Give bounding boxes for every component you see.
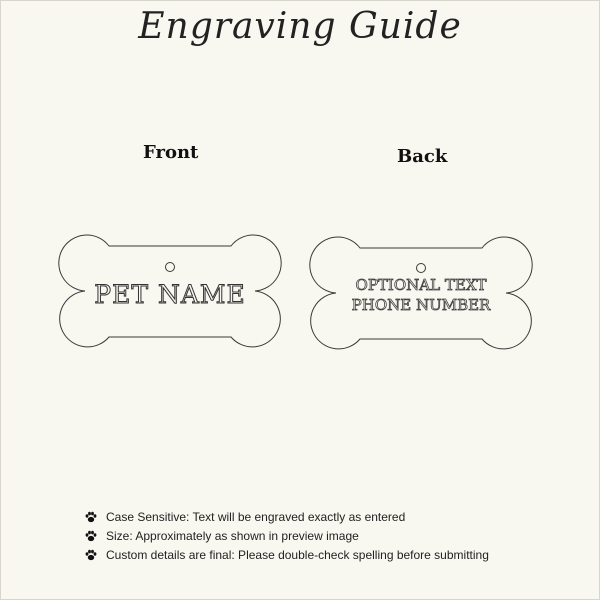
note-text: Size: Approximately as shown in preview image [106, 528, 359, 543]
tag-hole [417, 264, 426, 273]
note-text: Case Sensitive: Text will be engraved exactly as entered [106, 509, 406, 524]
bone-outline [305, 222, 537, 368]
engraving-notes [84, 507, 584, 564]
note-text: Custom details are final: Please double-check spelling before submitting [106, 547, 489, 562]
paw-icon [84, 510, 98, 524]
note-item [84, 526, 584, 545]
note-item [84, 545, 584, 564]
paw-icon [84, 529, 98, 543]
note-item [84, 507, 584, 526]
tag-hole [166, 263, 175, 272]
front-bone-tag [54, 220, 286, 366]
paw-icon [84, 548, 98, 562]
back-label: Back [397, 146, 448, 167]
front-label: Front [143, 142, 199, 163]
back-engraving-line1: OPTIONAL TEXT [355, 276, 487, 294]
back-engraving-line2: PHONE NUMBER [351, 296, 491, 314]
front-engraving-text: PET NAME [94, 280, 246, 309]
back-bone-tag [305, 222, 537, 368]
page-title: Engraving Guide [138, 6, 462, 47]
